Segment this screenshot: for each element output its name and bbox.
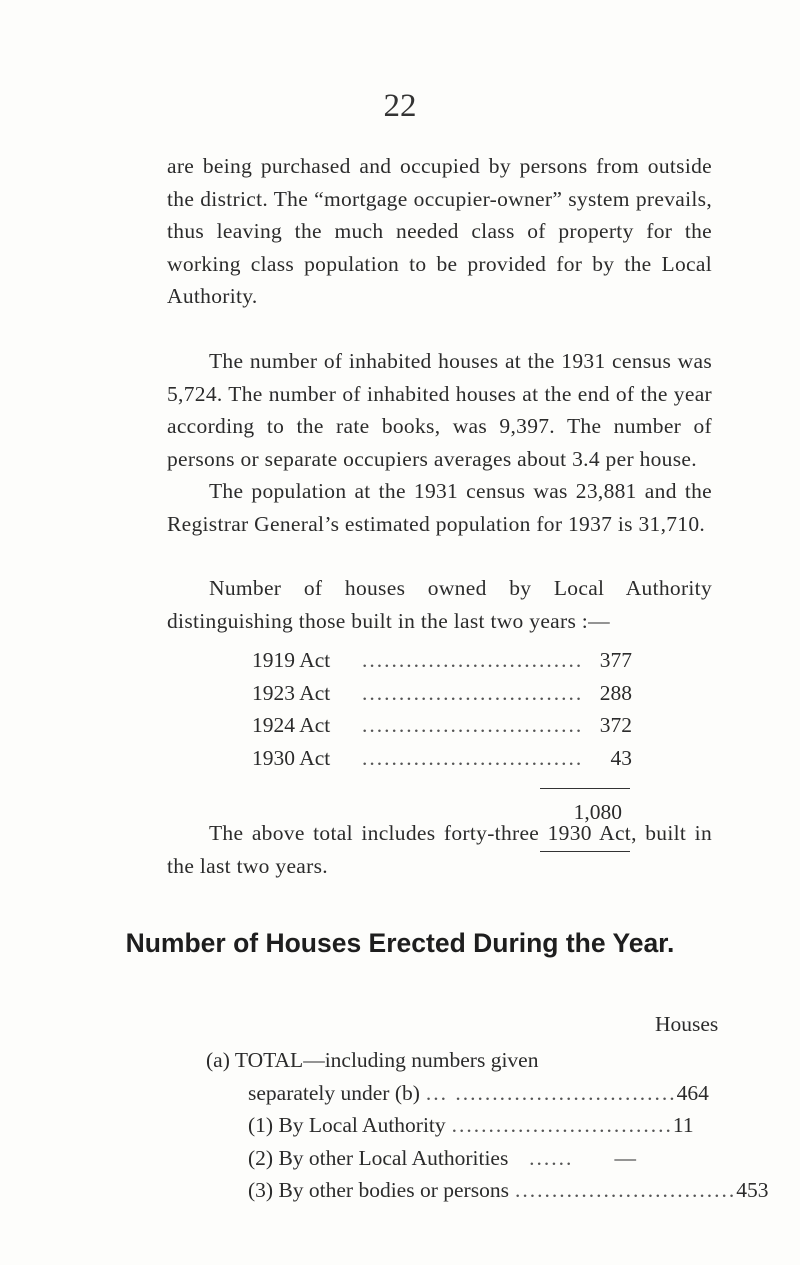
total-rule-top bbox=[540, 788, 630, 789]
item-row bbox=[206, 1146, 636, 1179]
item-label: (2) By other Local Authorities bbox=[248, 1145, 509, 1170]
item-row bbox=[206, 1048, 636, 1081]
act-value: 377 bbox=[599, 648, 632, 672]
act-label: 1924 Act bbox=[252, 713, 331, 737]
leader-dots: .............................. bbox=[514, 1178, 737, 1202]
leader-dots: .............................. bbox=[362, 648, 584, 672]
act-row bbox=[252, 648, 632, 681]
houses-erected-table bbox=[206, 1048, 769, 1211]
leader-dots: .............................. bbox=[362, 680, 584, 705]
item-label: (a) TOTAL—including numbers given bbox=[206, 1048, 539, 1072]
act-value: 288 bbox=[599, 680, 632, 705]
item-label: (3) By other bodies or persons bbox=[248, 1178, 509, 1202]
act-label: 1919 Act bbox=[252, 648, 331, 672]
act-label: 1923 Act bbox=[252, 680, 331, 705]
item-label: (1) By Local Authority bbox=[248, 1113, 446, 1137]
item-value: — bbox=[614, 1145, 636, 1170]
paragraph-population: The population at the 1931 census was 23,881 and the Registrar General’s estimated population for 1937 is 31,710. bbox=[167, 479, 712, 536]
paragraph-local-authority-houses: Number of houses owned by Local Authority distinguishing those built in the last two years :— bbox=[167, 576, 712, 633]
item-value: 464 bbox=[676, 1080, 709, 1105]
item-row bbox=[206, 1178, 769, 1211]
item-row bbox=[206, 1113, 694, 1146]
paragraph-total-note: The above total includes forty-three 1930 Act, built in the last two years. bbox=[167, 821, 712, 878]
acts-total: 1,080 bbox=[573, 800, 622, 824]
leader-dots: ... .............................. bbox=[425, 1080, 677, 1105]
act-value: 372 bbox=[599, 713, 632, 737]
leader-dots: ...... bbox=[514, 1145, 574, 1170]
act-label: 1930 Act bbox=[252, 745, 331, 770]
leader-dots: .............................. bbox=[362, 745, 584, 770]
item-value: 453 bbox=[736, 1178, 769, 1202]
leader-dots: .............................. bbox=[451, 1113, 673, 1137]
paragraph-housing-purchase: are being purchased and occupied by persons from outside the district. The “mortgage occupier-owner” system prevails, thus leaving the much needed class of property for the working class population to be provided for by the Local Authority. bbox=[167, 154, 712, 308]
paragraph-inhabited-houses: The number of inhabited houses at the 1931 census was 5,724. The number of inhabited houses at the end of the year according to the rate books, was 9,397. The number of persons or separate occupiers averages about 3.4 per house. bbox=[167, 349, 712, 471]
act-row bbox=[252, 681, 632, 714]
item-label: separately under (b) bbox=[248, 1080, 420, 1105]
act-value: 43 bbox=[610, 745, 632, 770]
act-row bbox=[252, 713, 632, 746]
leader-dots: .............................. bbox=[362, 713, 584, 737]
section-heading: Number of Houses Erected During the Year. bbox=[125, 928, 675, 958]
houses-column-header: Houses bbox=[655, 1012, 719, 1036]
item-value: 11 bbox=[672, 1113, 694, 1137]
item-row bbox=[206, 1080, 709, 1114]
page-number: 22 bbox=[383, 88, 417, 124]
acts-table bbox=[252, 648, 632, 778]
act-row bbox=[252, 746, 632, 779]
